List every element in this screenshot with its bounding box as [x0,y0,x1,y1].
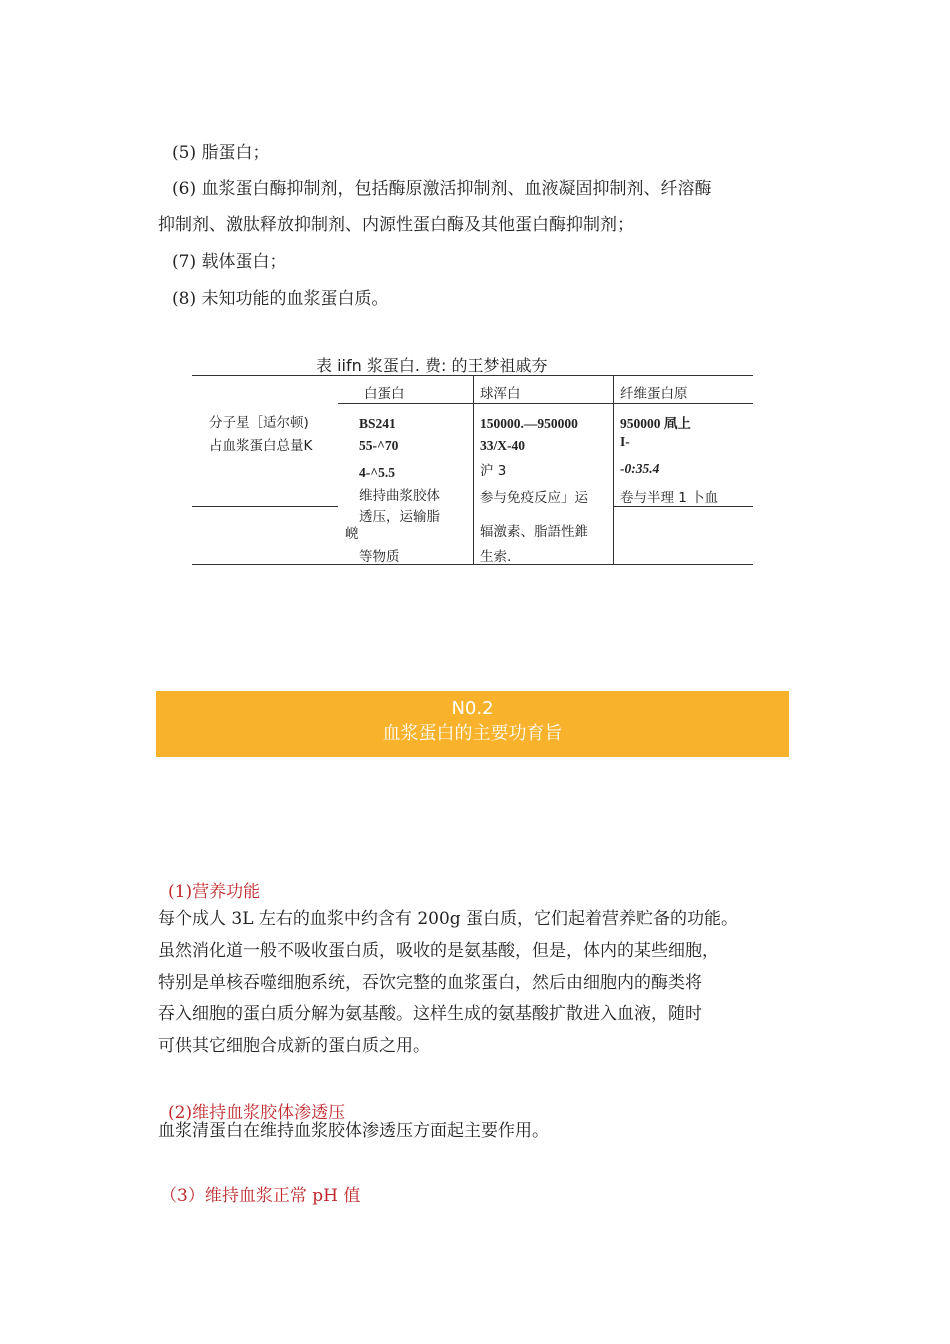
table-cell: BS241 [359,416,396,431]
section-2-line: 血浆清蛋白在维持血浆胶体渗透压方面起主要作用。 [158,1121,549,1141]
table-cell: 4-^5.5 [359,465,395,480]
list-item-5: (5) 脂蛋白； [172,143,270,163]
section-1-line: 每个成人 3L 左右的血浆中约含有 200g 蛋白质，它们起着营养贮备的功能。 [158,909,739,929]
table-cell: 55-^70 [359,438,399,453]
table-header-albumin: 白蛋白 [364,386,405,402]
table-row-label-mw: 分子星［适尔顿) [209,415,309,431]
table-cell: 生索. [480,549,512,565]
banner-number: N0.2 [451,698,494,719]
table-row-label-percent: 占血浆蛋白总量K [209,438,313,454]
table-cell: 33/X-40 [480,438,525,453]
table-cell: 150000.—950000 [480,416,578,431]
table-cell: 950000 凮上 [620,416,691,431]
section-banner [156,691,789,757]
section-1-line: 虽然消化道一般不吸收蛋白质，吸收的是氨基酸，但是，体内的某些细胞， [158,941,719,961]
table-caption: 表 iifn 浆蛋白. 费: 的王梦祖戚夯 [316,356,548,375]
table-cell: 沪 3 [480,463,507,479]
table-col-divider-2 [613,375,614,564]
table-inner-rule-left [192,506,338,507]
table-header-rule [338,403,753,404]
list-item-6-line1: (6) 血浆蛋白酶抑制剂，包括酶原激活抑制剂、血液凝固抑制剂、纤溶酶 [172,179,712,199]
section-3-title: （3）维持血浆正常 pH 值 [160,1186,361,1206]
table-cell: 透压，运输脂 [359,509,440,525]
list-item-8: (8) 未知功能的血浆蛋白质。 [172,289,389,309]
table-cell: 辐激素、脂語性錐 [480,524,588,540]
table-header-fibrinogen: 纤维蛋白原 [620,386,688,402]
table-cell: I- [620,434,630,449]
table-cell: 维持曲浆胶体 [359,488,440,504]
section-1-line: 可供其它细胞合成新的蛋白质之用。 [158,1036,430,1056]
table-cell: 卷与半理 1 卜血 [620,490,719,506]
table-cell: 参与免疫反应」运 [480,490,588,506]
section-1-title: (1)营养功能 [168,882,261,902]
table-cell: -0:35.4 [620,461,660,476]
section-1-line: 特别是单核吞噬细胞系统，吞饮完整的血浆蛋白，然后由细胞内的酶类将 [158,973,702,993]
table-cell: 等物质 [359,549,400,565]
table-cell: 㟅 [345,526,359,542]
table-col-divider-1 [473,375,474,564]
banner-title: 血浆蛋白的主要功育旨 [382,723,563,744]
section-2-title: (2)维持血浆胶体渗透压 [168,1103,346,1123]
table-bottom-rule [192,564,753,565]
table-header-globulin: 球浑白 [480,386,521,402]
list-item-7: (7) 载体蛋白； [172,252,287,272]
section-1-line: 吞入细胞的蛋白质分解为氨基酸。这样生成的氨基酸扩散进入血液，随时 [158,1004,702,1024]
list-item-6-line2: 抑制剂、激肽释放抑制剂、内源性蛋白酶及其他蛋白酶抑制剂； [158,215,634,235]
